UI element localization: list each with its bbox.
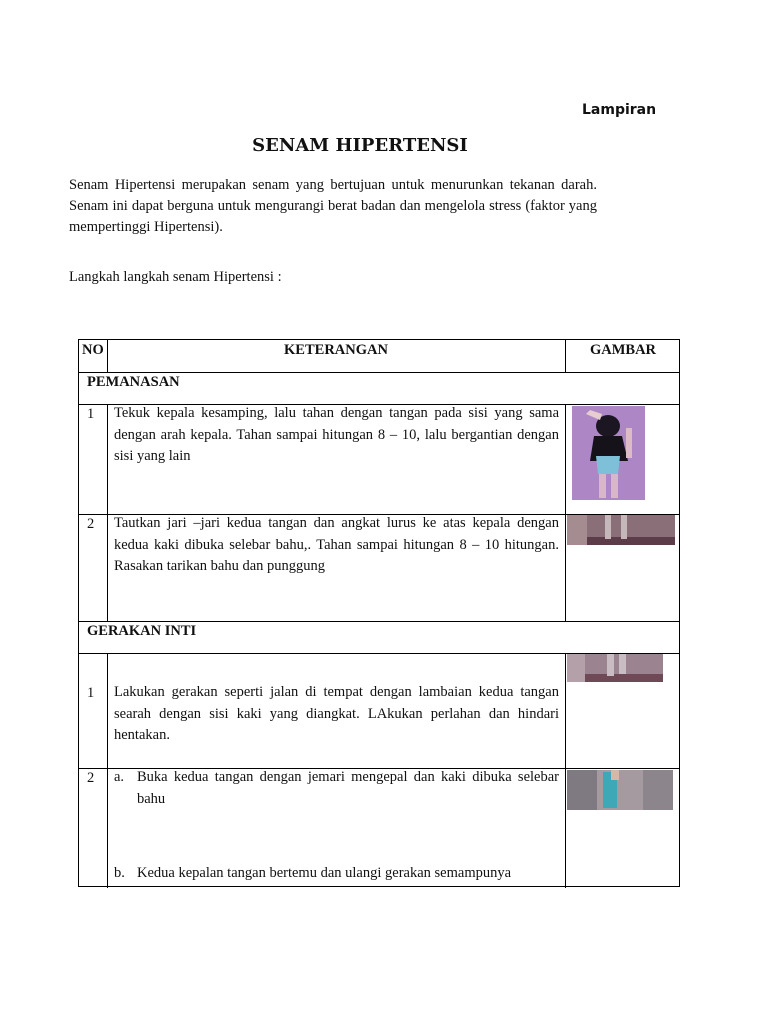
header-no: NO: [82, 342, 104, 358]
exercise-photo-neck-stretch: [572, 406, 645, 500]
exercise-photo-march: [567, 654, 663, 682]
sub-step-label: b.: [114, 865, 125, 881]
sub-step: [114, 767, 559, 810]
column-divider: [565, 653, 566, 888]
row-number: 1: [87, 685, 95, 701]
sub-step-text: Kedua kepalan tangan bertemu dan ulangi gerakan semampunya: [137, 865, 512, 881]
sub-step-label: a.: [114, 769, 125, 785]
document-title: SENAM HIPERTENSI: [252, 135, 468, 156]
row-divider: [79, 621, 679, 622]
intro-paragraph: Senam Hipertensi merupakan senam yang bertujuan untuk menurunkan tekanan darah. Senam ini dapat berguna untuk mengurangi berat badan dan mengelola stress (faktor yang mempertinggi Hipertensi).: [69, 177, 597, 235]
row-divider: [79, 372, 679, 373]
exercise-photo-arm-raise: [567, 515, 675, 545]
appendix-label: Lampiran: [582, 102, 657, 118]
column-divider: [107, 404, 108, 621]
exercise-table: [78, 339, 680, 887]
row-description: Tekuk kepala kesamping, lalu tahan dengan tangan pada sisi yang sama dengan arah kepala. Tahan sampai hitungan 8 – 10, lalu bergantian dengan sisi yang lain: [114, 405, 559, 464]
row-number: 2: [87, 516, 95, 532]
steps-heading: Langkah langkah senam Hipertensi :: [69, 269, 282, 285]
header-gambar: GAMBAR: [589, 342, 657, 358]
section-title-pemanasan: PEMANASAN: [87, 374, 180, 390]
column-divider: [565, 404, 566, 621]
header-keterangan: KETERANGAN: [284, 342, 388, 358]
section-title-gerakan-inti: GERAKAN INTI: [87, 623, 197, 639]
sub-step: [114, 863, 559, 885]
exercise-photo-fist: [567, 770, 673, 810]
row-description: Lakukan gerakan seperti jalan di tempat dengan lambaian kedua tangan searah dengan sisi kaki yang diangkat. LAkukan perlahan dan hindari hentakan.: [114, 684, 559, 743]
sub-step-text: Buka kedua tangan dengan jemari mengepal dan kaki dibuka selebar bahu: [137, 769, 559, 807]
row-description: Tautkan jari –jari kedua tangan dan angkat lurus ke atas kepala dengan kedua kaki dibuka selebar bahu,. Tahan sampai hitungan 8 – 10 hitungan. Rasakan tarikan bahu dan punggung: [114, 515, 559, 574]
row-number: 2: [87, 770, 95, 786]
column-divider: [107, 653, 108, 888]
row-number: 1: [87, 406, 95, 422]
